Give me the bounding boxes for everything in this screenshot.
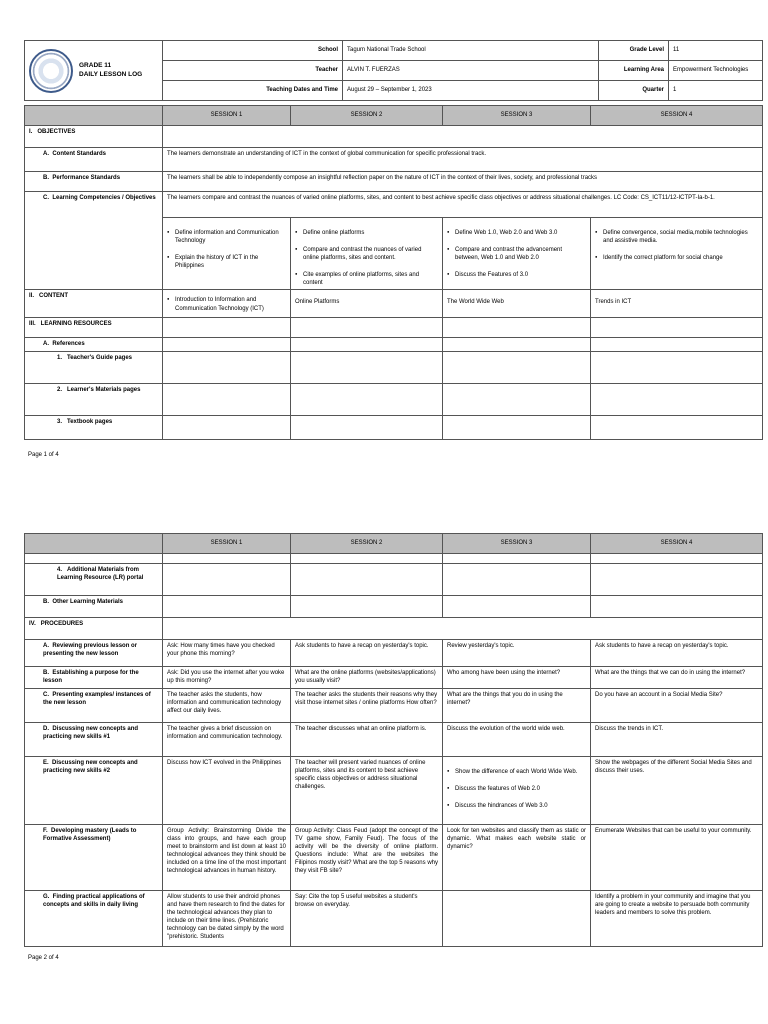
proc-f-s2: Group Activity: Class Feud (adopt the concept of the TV game show, Family Feud). The focus of the activity will be the diversity of online platform. Questions include: What are the websites the Filipinos mostly visit? What are the top 5 reasons why they visit FB site?	[291, 825, 443, 891]
cell	[443, 554, 591, 564]
cell	[443, 352, 591, 384]
dates-label: Teaching Dates and Time	[163, 81, 343, 101]
list-item: ● Discuss the Features of 3.0	[447, 271, 586, 279]
session-1-header: SESSION 1	[163, 106, 291, 126]
cell	[591, 384, 763, 416]
proc-d-s2: The teacher discusses what an online platform is.	[291, 723, 443, 757]
dll-title: DAILY LESSON LOG	[79, 70, 143, 78]
cell	[443, 564, 591, 596]
other-materials-label: B. Other Learning Materials	[25, 596, 163, 618]
proc-d-s1: The teacher gives a brief discussion on information and communication technology.	[163, 723, 291, 757]
content-s3: The World Wide Web	[443, 290, 591, 318]
list-item: ● Explain the history of ICT in the Philippines	[167, 254, 286, 270]
proc-g-s1: Allow students to use their android phones and have them research to find the dates for the technological advances they plan to include on their time lines. (Prehistoric technology can be dated simply by the word "prehistoric. Students	[163, 891, 291, 947]
cell	[291, 384, 443, 416]
session-head-blank	[25, 106, 163, 126]
deped-seal-icon	[29, 49, 73, 93]
cell	[591, 352, 763, 384]
proc-b-s2: What are the online platforms (websites/applications) you usually visit?	[291, 667, 443, 689]
cell	[591, 318, 763, 338]
cell	[163, 318, 291, 338]
proc-g-s3	[443, 891, 591, 947]
proc-a-label: A. Reviewing previous lesson or presenting the new lesson	[25, 640, 163, 667]
competencies-label: C. Learning Competencies / Objectives	[25, 192, 163, 290]
list-item: ● Discuss the hindrances of Web 3.0	[447, 802, 586, 810]
proc-e-s1: Discuss how ICT evolved in the Philippines	[163, 757, 291, 825]
proc-c-s4: Do you have an account in a Social Media Site?	[591, 689, 763, 723]
lesson-table-page2	[24, 533, 763, 947]
quarter-value: 1	[669, 81, 763, 101]
cell	[591, 554, 763, 564]
competencies-s2	[291, 218, 443, 290]
proc-c-s2: The teacher asks the students their reasons why they visit those internet sites / online platforms How often?	[291, 689, 443, 723]
cell	[163, 596, 291, 618]
proc-b-label: B. Establishing a purpose for the lesson	[25, 667, 163, 689]
content-s4: Trends in ICT	[591, 290, 763, 318]
list-item: ● Compare and contrast the advancement between, Web 1.0 and Web 2.0	[447, 246, 586, 262]
cell	[25, 554, 163, 564]
proc-e-label: E. Discussing new concepts and practicing new skills #2	[25, 757, 163, 825]
list-item: ● Define information and Communication Technology	[167, 229, 286, 245]
content-standards-label: A. Content Standards	[25, 148, 163, 172]
header-logo-cell	[25, 41, 163, 101]
list-item: ● Identify the correct platform for social change	[595, 254, 758, 262]
cell	[291, 564, 443, 596]
proc-b-s3: Who among have been using the internet?	[443, 667, 591, 689]
proc-e-s3	[443, 757, 591, 825]
proc-d-s3: Discuss the evolution of the world wide web.	[443, 723, 591, 757]
references-label: A. References	[25, 338, 163, 352]
teacher-value: ALVIN T. FUERZAS	[343, 61, 599, 81]
school-value: Tagum National Trade School	[343, 41, 599, 61]
content-s2: Online Platforms	[291, 290, 443, 318]
competencies-s1	[163, 218, 291, 290]
cell	[443, 596, 591, 618]
proc-e-s2: The teacher will present varied nuances of online platforms, sites and its content to best achieve specific class objectives or address situational challenges.	[291, 757, 443, 825]
proc-f-s3: Look for ten websites and classify them as static or dynamic. What makes each website static or dynamic?	[443, 825, 591, 891]
cell	[591, 338, 763, 352]
dates-value: August 29 – September 1, 2023	[343, 81, 599, 101]
proc-c-s3: What are the things that you do in using the internet?	[443, 689, 591, 723]
session-head-blank	[25, 534, 163, 554]
page-2	[24, 533, 762, 947]
cell	[443, 338, 591, 352]
proc-a-s4: Ask students to have a recap on yesterday's topic.	[591, 640, 763, 667]
list-item: ● Introduction to Information and Communication Technology (ICT)	[167, 296, 286, 312]
proc-c-label: C. Presenting examples/ instances of the new lesson	[25, 689, 163, 723]
proc-b-s1: Ask: Did you use the internet after you woke up this morning?	[163, 667, 291, 689]
proc-b-s4: What are the things that we can do in using the internet?	[591, 667, 763, 689]
competencies-s4	[591, 218, 763, 290]
lr-portal-label: 4. Additional Materials from Learning Resource (LR) portal	[25, 564, 163, 596]
cell	[291, 352, 443, 384]
teacher-label: Teacher	[163, 61, 343, 81]
competencies-s3	[443, 218, 591, 290]
list-item: ● Define Web 1.0, Web 2.0 and Web 3.0	[447, 229, 586, 237]
learners-materials-label: 2. Learner's Materials pages	[25, 384, 163, 416]
cell	[443, 384, 591, 416]
performance-standards-value: The learners shall be able to independently compose an insightful reflection paper on the nature of ICT in the context of their lives, society, and professional tracks	[163, 172, 763, 192]
cell	[291, 318, 443, 338]
textbook-label: 3. Textbook pages	[25, 416, 163, 440]
session-4-header: SESSION 4	[591, 534, 763, 554]
proc-f-label: F. Developing mastery (Leads to Formative Assessment)	[25, 825, 163, 891]
learning-area-value: Empowerment Technologies	[669, 61, 763, 81]
list-item: ● Show the difference of each World Wide Web.	[447, 768, 586, 776]
content-standards-value: The learners demonstrate an understanding of ICT in the context of global communication for specific professional track.	[163, 148, 763, 172]
cell	[291, 416, 443, 440]
session-4-header: SESSION 4	[591, 106, 763, 126]
teachers-guide-label: 1. Teacher's Guide pages	[25, 352, 163, 384]
performance-standards-label: B. Performance Standards	[25, 172, 163, 192]
content-s1	[163, 290, 291, 318]
cell	[443, 318, 591, 338]
quarter-label: Quarter	[599, 81, 669, 101]
session-1-header: SESSION 1	[163, 534, 291, 554]
proc-g-s2: Say: Cite the top 5 useful websites a student's browse on everyday.	[291, 891, 443, 947]
procedures-blank	[163, 618, 763, 640]
cell	[163, 554, 291, 564]
session-3-header: SESSION 3	[443, 106, 591, 126]
grade-level-value: 11	[669, 41, 763, 61]
cell	[163, 338, 291, 352]
learning-area-label: Learning Area	[599, 61, 669, 81]
objectives-blank	[163, 126, 763, 148]
cell	[591, 596, 763, 618]
page-number-2: Page 2 of 4	[28, 955, 59, 961]
session-2-header: SESSION 2	[291, 534, 443, 554]
proc-f-s1: Group Activity: Brainstorming Divide the class into groups, and have each group meet to brainstorm and list down at least 10 technological advances they think should be included on a time line of the most important technological advances in human history.	[163, 825, 291, 891]
session-3-header: SESSION 3	[443, 534, 591, 554]
proc-e-s4: Show the webpages of the different Social Media Sites and discuss their uses.	[591, 757, 763, 825]
procedures-label: IV. PROCEDURES	[25, 618, 163, 640]
cell	[163, 352, 291, 384]
competencies-value: The learners compare and contrast the nuances of varied online platforms, sites, and content to best achieve specific class objectives or address situational challenges. LC Code: CS_ICT11/12-ICTPT-Ia-b-1.	[163, 192, 763, 218]
list-item: ● Cite examples of online platforms, sites and content	[295, 271, 438, 287]
cell	[443, 416, 591, 440]
proc-c-s1: The teacher asks the students, how information and communication technology affect our daily lives.	[163, 689, 291, 723]
proc-f-s4: Enumerate Websites that can be useful to your community.	[591, 825, 763, 891]
list-item: ● Define convergence, social media,mobile technologies and assistive media.	[595, 229, 758, 245]
cell	[291, 596, 443, 618]
school-label: School	[163, 41, 343, 61]
proc-a-s3: Review yesterday's topic.	[443, 640, 591, 667]
objectives-label: I. OBJECTIVES	[25, 126, 163, 148]
list-item: ● Compare and contrast the nuances of varied online platforms, sites and content.	[295, 246, 438, 262]
proc-d-label: D. Discussing new concepts and practicing new skills #1	[25, 723, 163, 757]
cell	[291, 338, 443, 352]
resources-label: III. LEARNING RESOURCES	[25, 318, 163, 338]
proc-g-s4: Identify a problem in your community and imagine that you are going to create a website to persuade both community leaders and members to solve this problem.	[591, 891, 763, 947]
cell	[163, 416, 291, 440]
page-number-1: Page 1 of 4	[28, 452, 59, 458]
list-item: ● Discuss the features of Web 2.0	[447, 785, 586, 793]
proc-d-s4: Discuss the trends in ICT.	[591, 723, 763, 757]
cell	[163, 564, 291, 596]
page-1	[24, 40, 762, 440]
grade-title: GRADE 11	[79, 62, 112, 70]
cell	[591, 416, 763, 440]
proc-g-label: G. Finding practical applications of concepts and skills in daily living	[25, 891, 163, 947]
grade-level-label: Grade Level	[599, 41, 669, 61]
proc-a-s2: Ask students to have a recap on yesterday's topic.	[291, 640, 443, 667]
proc-a-s1: Ask: How many times have you checked your phone this morning?	[163, 640, 291, 667]
cell	[163, 384, 291, 416]
session-2-header: SESSION 2	[291, 106, 443, 126]
header-table	[24, 40, 763, 101]
cell	[291, 554, 443, 564]
cell	[591, 564, 763, 596]
lesson-table-page1	[24, 105, 763, 440]
list-item: ● Define online platforms	[295, 229, 438, 237]
content-label: II. CONTENT	[25, 290, 163, 318]
